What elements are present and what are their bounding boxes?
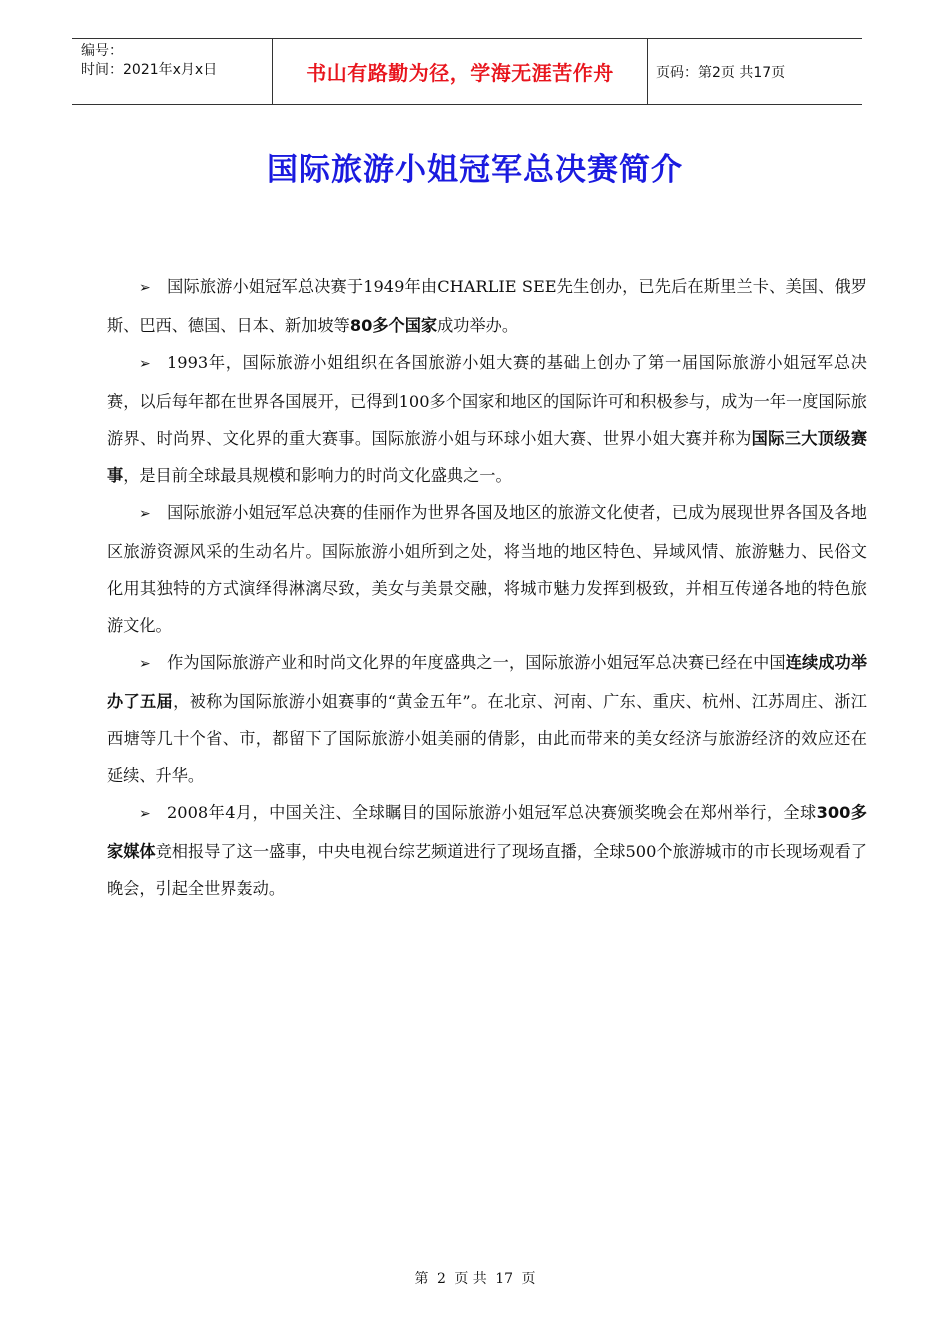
paragraph-text: 2008年4月，中国关注、全球瞩目的国际旅游小姐冠军总决赛颁奖晚会在郑州举行，全球 bbox=[167, 803, 817, 822]
footer-page-number: 2 bbox=[436, 1271, 446, 1287]
bullet-arrow-icon: ➢ bbox=[139, 506, 151, 522]
paragraph-highlight: 连续成功举办了五届 bbox=[107, 653, 868, 711]
paragraph-highlight: 80多个国家 bbox=[349, 316, 438, 335]
paragraph-highlight: 国际三大顶级赛事 bbox=[107, 429, 868, 485]
page-footer bbox=[0, 1268, 950, 1288]
paragraph-3 bbox=[107, 494, 867, 644]
footer-prefix: 第 bbox=[414, 1271, 429, 1287]
bullet-arrow-icon: ➢ bbox=[139, 806, 151, 822]
paragraph-5 bbox=[107, 794, 867, 907]
bullet-arrow-icon: ➢ bbox=[139, 280, 151, 296]
paragraph-text: 1993年，国际旅游小姐组织在各国旅游小姐大赛的基础上创办了第一届国际旅游小姐冠军总决赛，以后每年都在世界各国展开，已得到100多个国家和地区的国际许可和积极参与，成为一年一度国际旅游界、时尚界、文化界的重大赛事。国际旅游小姐与环球小姐大赛、世界小姐大赛并称为 bbox=[107, 353, 867, 448]
bullet-arrow-icon: ➢ bbox=[139, 656, 151, 672]
header-motto: 书山有路勤为径，学海无涯苦作舟 bbox=[273, 39, 648, 104]
paragraph-4 bbox=[107, 644, 867, 794]
paragraph-text: 国际旅游小姐冠军总决赛于1949年由CHARLIE SEE先生创办，已先后在斯里兰卡、美国、俄罗斯、巴西、德国、日本、新加坡等 bbox=[107, 277, 867, 335]
paragraph-text: 竞相报导了这一盛事，中央电视台综艺频道进行了现场直播，全球500个旅游城市的市长现场观看了晚会，引起全世界轰动。 bbox=[107, 842, 867, 898]
paragraph-text: ，被称为国际旅游小姐赛事的“黄金五年”。在北京、河南、广东、重庆、杭州、江苏周庄、浙江西塘等几十个省、市，都留下了国际旅游小姐美丽的倩影，由此而带来的美女经济与旅游经济的效应还在延续、升华。 bbox=[107, 692, 867, 785]
header-meta bbox=[72, 39, 273, 104]
header-page-info: 页码：第2页 共17页 bbox=[656, 64, 786, 81]
footer-total-pages: 17 bbox=[495, 1271, 514, 1287]
document-time: 时间：2021年x月x日 bbox=[81, 62, 218, 78]
document-title: 国际旅游小姐冠军总决赛简介 bbox=[267, 152, 683, 188]
paragraph-text: ，是目前全球最具规模和影响力的时尚文化盛典之一。 bbox=[123, 466, 512, 485]
paragraph-text: 成功举办。 bbox=[437, 316, 519, 335]
footer-middle: 页 共 bbox=[454, 1271, 487, 1287]
paragraph-text: 作为国际旅游产业和时尚文化界的年度盛典之一，国际旅游小姐冠军总决赛已经在中国 bbox=[167, 653, 786, 672]
document-number-label: 编号： bbox=[81, 43, 123, 59]
footer-suffix: 页 bbox=[521, 1271, 536, 1287]
page-header bbox=[72, 38, 862, 105]
paragraph-2 bbox=[107, 344, 867, 494]
paragraph-highlight: 300多家媒体 bbox=[107, 803, 867, 861]
paragraph-text: 国际旅游小姐冠军总决赛的佳丽作为世界各国及地区的旅游文化使者，已成为展现世界各国及各地区旅游资源风采的生动名片。国际旅游小姐所到之处，将当地的地区特色、异域风情、旅游魅力、民俗文化用其独特的方式演绎得淋漓尽致，美女与美景交融，将城市魅力发挥到极致，并相互传递各地的特色旅游文化。 bbox=[107, 503, 867, 635]
document-body bbox=[107, 268, 867, 907]
paragraph-1 bbox=[107, 268, 867, 344]
bullet-arrow-icon: ➢ bbox=[139, 356, 151, 372]
